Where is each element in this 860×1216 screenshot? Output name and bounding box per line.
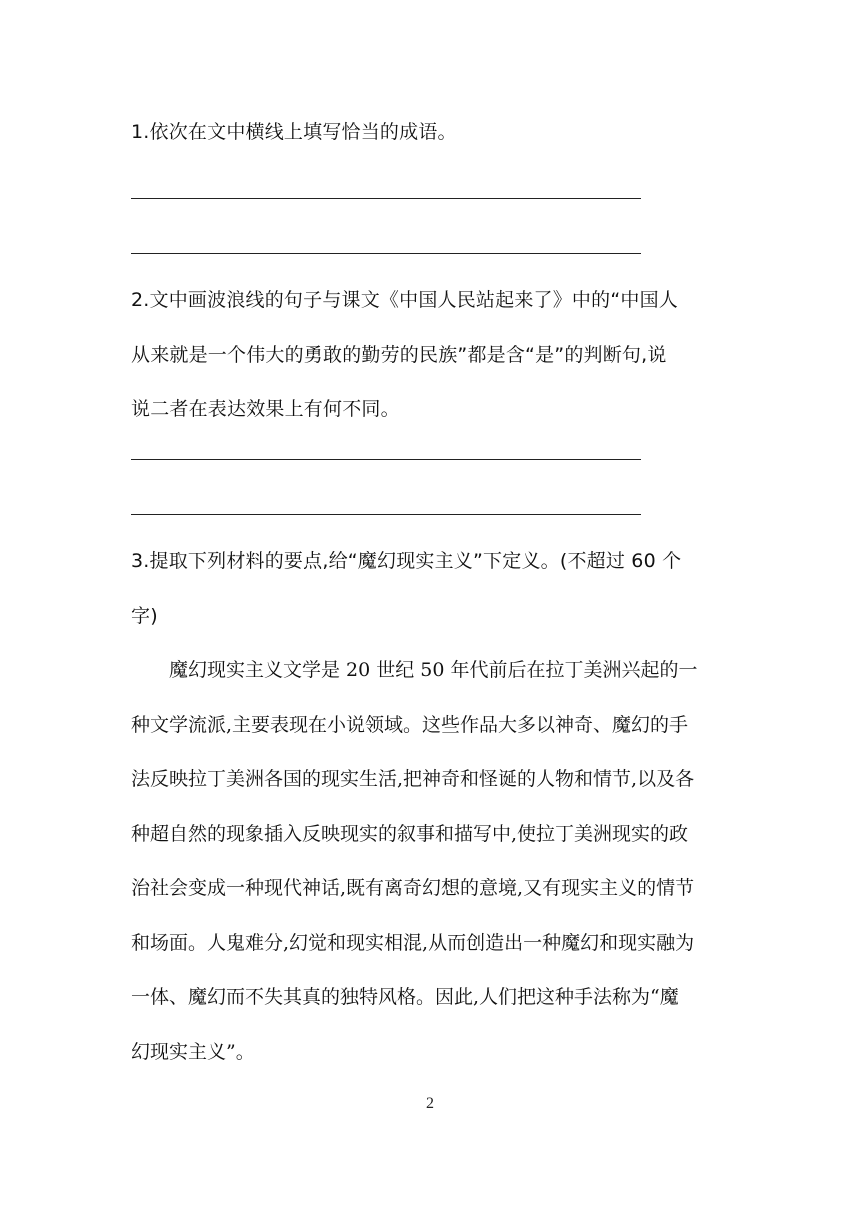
page-number: 2 bbox=[426, 1095, 434, 1112]
passage-line: 治社会变成一种现代神话,既有离奇幻想的意境,又有现实主义的情节 bbox=[131, 877, 695, 899]
passage-line: 法反映拉丁美洲各国的现实生活,把神奇和怪诞的人物和情节,以及各 bbox=[131, 768, 695, 790]
question-3-text-line: 3.提取下列材料的要点,给“魔幻现实主义”下定义。(不超过 60 个 bbox=[131, 550, 682, 572]
answer-line[interactable] bbox=[131, 198, 641, 199]
passage-line: 种文学流派,主要表现在小说领域。这些作品大多以神奇、魔幻的手 bbox=[131, 714, 689, 736]
passage-line: 魔幻现实主义文学是 20 世纪 50 年代前后在拉丁美洲兴起的一 bbox=[131, 659, 698, 681]
question-1-text: 1.依次在文中横线上填写恰当的成语。 bbox=[131, 121, 457, 143]
passage-line: 幻现实主义”。 bbox=[131, 1041, 255, 1063]
passage-line: 和场面。人鬼难分,幻觉和现实相混,从而创造出一种魔幻和现实融为 bbox=[131, 932, 695, 954]
passage-line: 一体、魔幻而不失其真的独特风格。因此,人们把这种手法称为“魔 bbox=[131, 986, 679, 1008]
passage-line: 种超自然的现象插入反映现实的叙事和描写中,使拉丁美洲现实的政 bbox=[131, 823, 689, 845]
question-2-text-line: 2.文中画波浪线的句子与课文《中国人民站起来了》中的“中国人 bbox=[131, 289, 678, 311]
question-2-text-line: 从来就是一个伟大的勇敢的勤劳的民族”都是含“是”的判断句,说 bbox=[131, 344, 667, 366]
question-3-text-line: 字) bbox=[131, 605, 158, 627]
answer-line[interactable] bbox=[131, 459, 641, 460]
answer-line[interactable] bbox=[131, 514, 641, 515]
answer-line[interactable] bbox=[131, 253, 641, 254]
question-2-text-line: 说二者在表达效果上有何不同。 bbox=[131, 398, 400, 420]
